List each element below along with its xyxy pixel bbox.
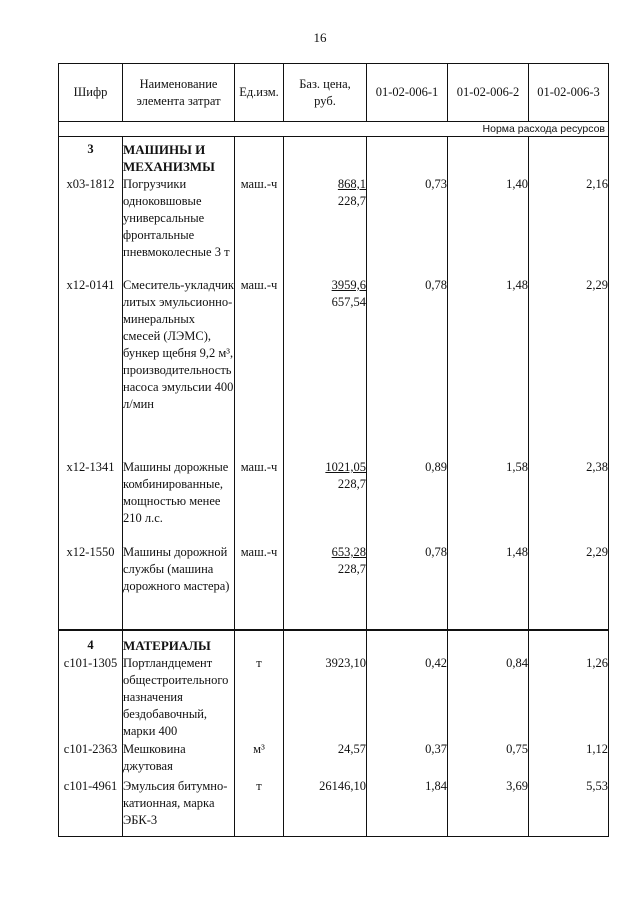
header-price: Баз. цена, руб. [284,64,367,122]
norm-value-2: 1,40 [448,175,529,276]
item-price [284,543,367,630]
table-row [59,458,609,543]
norm-value-3: 2,16 [529,175,609,276]
item-price [284,276,367,458]
item-code: х12-1550 [59,543,123,630]
norm-value-3: 1,26 [529,654,609,740]
item-name: Мешковина джутовая [123,740,235,777]
norm-value-1: 0,78 [367,543,448,630]
item-price [284,175,367,276]
header-col2: 01-02-006-2 [448,64,529,122]
norm-label: Норма расхода ресурсов [59,122,609,137]
machine-price: 3959,6 [331,278,366,292]
item-price: 24,57 [284,740,367,777]
item-code: х03-1812 [59,175,123,276]
item-code: с101-1305 [59,654,123,740]
item-name: Портландцемент общестроительного назначения бездобавочный, марки 400 [123,654,235,740]
machine-price: 653,28 [331,545,366,559]
item-price [284,458,367,543]
norm-value-2: 1,48 [448,543,529,630]
operator-wage: 228,7 [337,477,366,491]
item-unit: маш.-ч [235,175,284,276]
table-row [59,543,609,630]
machine-price: 868,1 [337,177,366,191]
norm-value-2: 0,84 [448,654,529,740]
norm-value-1: 0,78 [367,276,448,458]
item-name: Машины дорожные комбинированные, мощностью менее 210 л.с. [123,458,235,543]
item-name: Погрузчики одноковшовые универсальные фронтальные пневмоколесные 3 т [123,175,235,276]
section-row [59,630,609,654]
item-code: х12-0141 [59,276,123,458]
header-code: Шифр [59,64,123,122]
operator-wage: 228,7 [337,194,366,208]
item-unit: маш.-ч [235,458,284,543]
resource-table [58,63,609,837]
section-title: МАШИНЫ И МЕХАНИЗМЫ [123,137,235,176]
item-unit: т [235,777,284,837]
operator-wage: 228,7 [337,562,366,576]
table-row [59,175,609,276]
operator-wage: 657,54 [331,295,366,309]
machine-price: 1021,05 [325,460,366,474]
section-code: 4 [59,630,123,654]
norm-value-1: 1,84 [367,777,448,837]
norm-value-1: 0,37 [367,740,448,777]
norm-value-2: 1,58 [448,458,529,543]
norm-value-1: 0,42 [367,654,448,740]
item-price: 3923,10 [284,654,367,740]
table-row [59,777,609,837]
norm-value-3: 2,29 [529,276,609,458]
item-unit: маш.-ч [235,276,284,458]
norm-value-3: 1,12 [529,740,609,777]
norm-value-2: 0,75 [448,740,529,777]
norm-value-3: 5,53 [529,777,609,837]
norm-value-3: 2,29 [529,543,609,630]
header-col3: 01-02-006-3 [529,64,609,122]
item-unit: т [235,654,284,740]
norm-value-3: 2,38 [529,458,609,543]
norm-value-2: 3,69 [448,777,529,837]
header-unit: Ед.изм. [235,64,284,122]
section-title: МАТЕРИАЛЫ [123,630,235,654]
header-col1: 01-02-006-1 [367,64,448,122]
norm-value-1: 0,73 [367,175,448,276]
norm-row [59,122,609,137]
table-row [59,654,609,740]
item-code: с101-2363 [59,740,123,777]
section-row [59,137,609,176]
item-name: Эмульсия битумно-катионная, марка ЭБК-3 [123,777,235,837]
section-code: 3 [59,137,123,176]
item-name: Смеситель-укладчик литых эмульсионно-минеральных смесей (ЛЭМС), бункер щебня 9,2 м³, производительность насоса эмульсии 400 л/мин [123,276,235,458]
page-number: 16 [313,30,327,45]
header-name: Наименование элемента затрат [123,64,235,122]
item-code: с101-4961 [59,777,123,837]
table-row [59,276,609,458]
item-code: х12-1341 [59,458,123,543]
norm-value-1: 0,89 [367,458,448,543]
item-unit: м³ [235,740,284,777]
table-row [59,740,609,777]
item-unit: маш.-ч [235,543,284,630]
norm-value-2: 1,48 [448,276,529,458]
header-row [59,64,609,122]
item-name: Машины дорожной службы (машина дорожного мастера) [123,543,235,630]
item-price: 26146,10 [284,777,367,837]
